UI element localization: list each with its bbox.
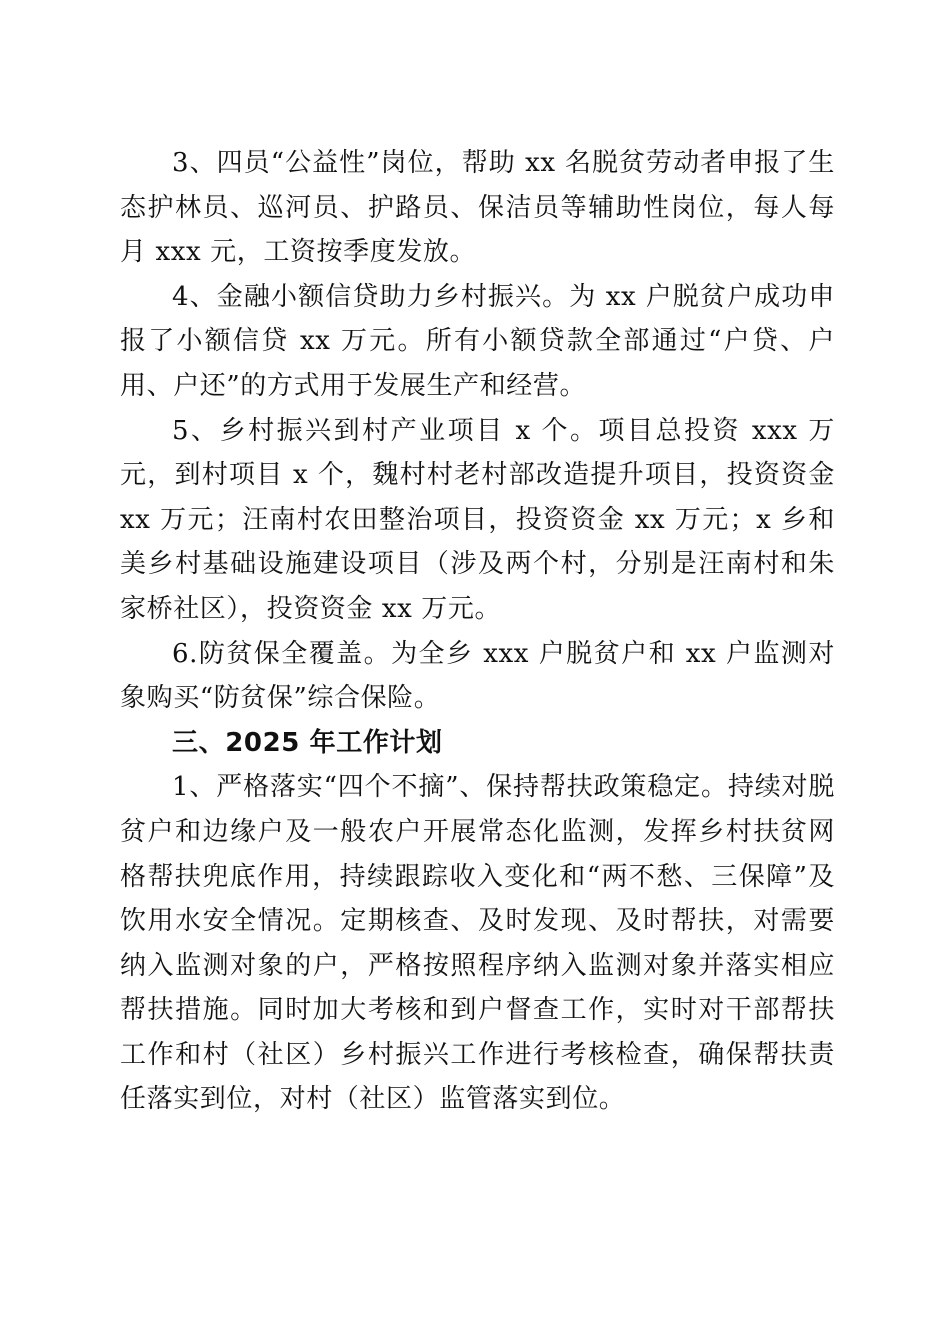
paragraph-public-welfare-posts: 3、四员“公益性”岗位，帮助 xx 名脱贫劳动者申报了生态护林员、巡河员、护路员、保洁员等辅助性岗位，每人每月 xxx 元，工资按季度发放。 [120,148,835,268]
paragraph-microcredit: 4、金融小额信贷助力乡村振兴。为 xx 户脱贫户成功申报了小额信贷 xx 万元。所有小额贷款全部通过“户贷、户用、户还”的方式用于发展生产和经营。 [120,281,835,401]
section-heading-2025-plan: 三、2025 年工作计划 [172,727,443,758]
paragraph-poverty-insurance: 6.防贫保全覆盖。为全乡 xxx 户脱贫户和 xx 户监测对象购买“防贫保”综合保险。 [120,638,835,714]
paragraph-plan-item-1: 1、严格落实“四个不摘”、保持帮扶政策稳定。持续对脱贫户和边缘户及一般农户开展常态化监测，发挥乡村扶贫网格帮扶兜底作用，持续跟踪收入变化和“两不愁、三保障”及饮用水安全情况。定期核查、及时发现、及时帮扶，对需要纳入监测对象的户，严格按照程序纳入监测对象并落实相应帮扶措施。同时加大考核和到户督查工作，实时对干部帮扶工作和村（社区）乡村振兴工作进行考核检查，确保帮扶责任落实到位，对村（社区）监管落实到位。 [120,772,835,1115]
document-page [120,141,835,1122]
paragraph-industry-projects: 5、乡村振兴到村产业项目 x 个。项目总投资 xxx 万元，到村项目 x 个，魏村村老村部改造提升项目，投资资金 xx 万元；汪南村农田整治项目，投资资金 xx 万元；x 乡和美乡村基础设施建设项目（涉及两个村，分别是汪南村和朱家桥社区），投资资金 xx 万元。 [120,415,835,624]
